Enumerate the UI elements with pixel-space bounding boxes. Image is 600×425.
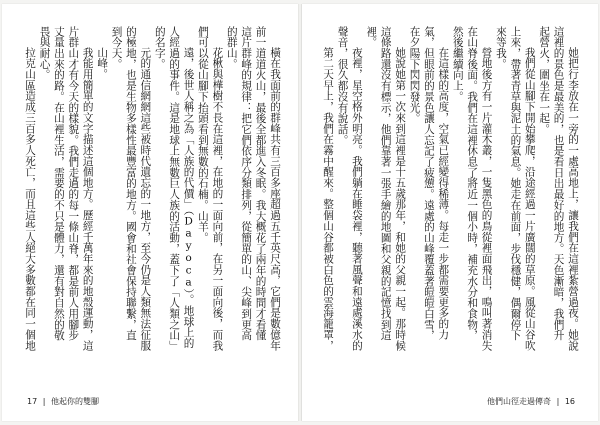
paragraph: 花楸與樺樹不長在這裡，在地的一面向前，在另一面向後，而我們可以從山腳下抬頭看到無數的石楠。山羊。 [196, 26, 224, 351]
right-page [302, 4, 598, 421]
left-page [2, 4, 298, 421]
paragraph: 她把行李放在一旁的一處高地上，讓我們在這裡紮營過夜。她說這裡的景色是最美的，也是看日出最好的地方。天色漸暗，我們升起營火，圍坐在一起。 [538, 26, 579, 351]
left-page-body [24, 26, 282, 351]
paragraph: 拉克山區造成三百多人死亡，而且這些人絕大多數都在同一個地 [24, 47, 37, 351]
paragraph: 營地後方有一片灌木叢，一隻黑色的鳥從裡面飛出，鳴叫著消失在山脊後面。我們在這裡休息了將近一個小時，補充水分和食物，然後繼續向上。 [451, 26, 493, 351]
paragraph: 我們從山腳下開始攀爬，沿途經過一片廣闊的草原。風從山谷吹上來，帶著青草與泥土的氣息。她走在前面，步伐穩健，偶爾停下來等我。 [494, 26, 536, 351]
paragraph: 遠，後世人稱之為「人族的代價」（Dayoca）。地球上的人經過的事件。這是地球上無數巨人族的活動，蓋下了「人類之山」的名字。 [153, 26, 195, 349]
running-title: 他們山徑走過傳奇 [487, 397, 552, 406]
page-number: 16 [564, 397, 575, 406]
paragraph: 元的通信網網這些被時代遺忘的一地方，至今仍是人類無法征服的極地，也是生物多樣性最豐富的地方。國會和社會保持聯繫，直到今天。 [110, 26, 152, 351]
paragraph: 橫在我面前的群峰共有三百多座超過五千英尺高，它們是數億年前一道道火山，最後全都進入冬眠。我大概花了兩年的時間才看懂這片群峰的規律：把它們依序分類排列，從簡單的山、尖峰到更高的群山。 [225, 26, 281, 351]
paragraph: 夜裡，星空格外明亮。我們躺在睡袋裡，聽著風聲和遠處溪水的聲音，很久都沒有說話。 [336, 26, 363, 351]
right-page-footer [484, 396, 578, 407]
paragraph: 山峰。 [96, 47, 109, 80]
folio-divider: | [42, 397, 46, 406]
page-number: 17 [27, 397, 38, 406]
paragraph: 第二天早上，我們在霧中醒來。整個山谷都被白色的雲海籠罩， [322, 47, 335, 351]
running-title: 他起你的雙腳 [50, 397, 99, 406]
paragraph: 在這樣的高度，空氣已經變得稀薄。每走一步都需要更多的力氣，但眼前的景色讓人忘記了疲憊。遠處的山峰覆蓋著皚皚白雪，在夕陽下閃閃發光。 [408, 26, 450, 341]
right-page-body [322, 26, 580, 351]
paragraph: 我能用簡單的文字描述這個地方。歷經千萬年來的地殼運動，這片群山才有今天的樣貌。我們走過的每一條山脊，都是前人用腳步丈量出來的路。在山裡生活，需要的不只是體力，還有對自然的敬畏與耐心。 [38, 26, 94, 351]
left-page-footer [24, 396, 102, 407]
folio-divider: | [556, 397, 560, 406]
paragraph: 她說她第一次來到這裡是十五歲那年，和她的父親一起。那時候這條路還沒有標示，他們靠著一張手繪的地圖和父親的記憶找到這裡。 [365, 26, 407, 351]
